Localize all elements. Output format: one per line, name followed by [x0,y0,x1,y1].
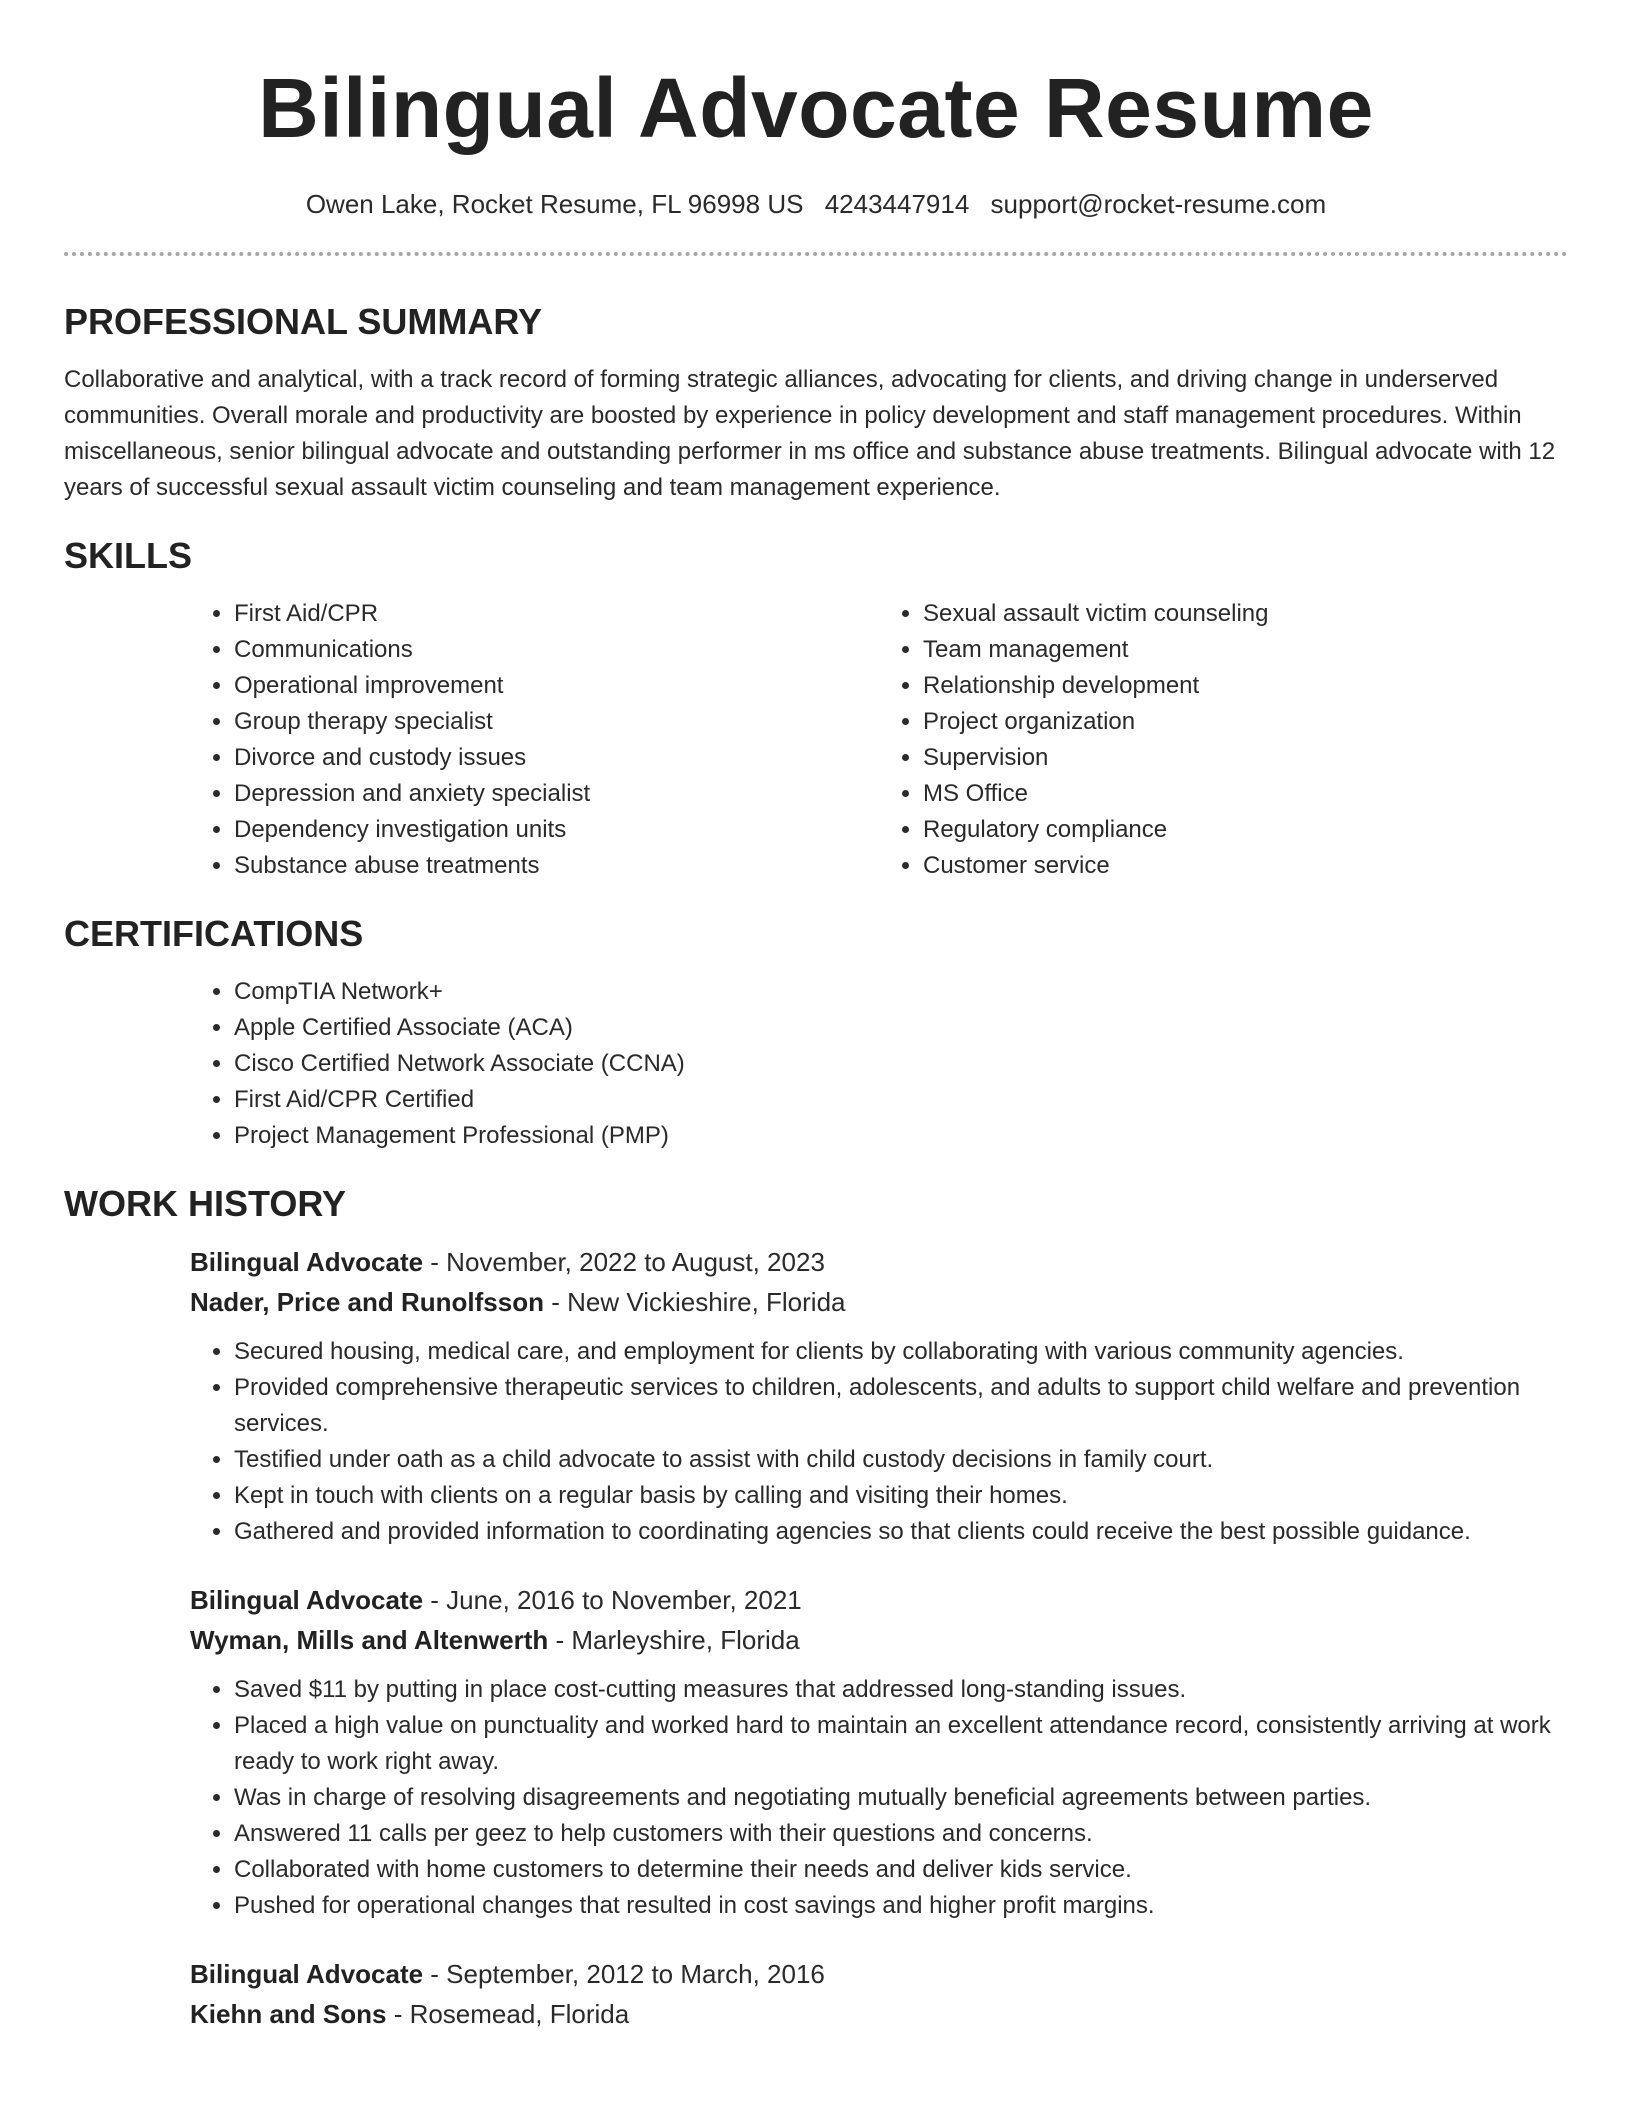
skill-item: • Supervision [923,740,1568,776]
job-location: - Rosemead, Florida [386,1999,630,2029]
summary-text: Collaborative and analytical, with a track record of forming strategic alliances, advocating for clients, and driving change in underserved communities. Overall morale and productivity are boosted by experience in policy development and staff management procedures. Within miscellaneous, senior bilingual advocate and outstanding performer in ms office and substance abuse treatments. Bilingual advocate with 12 years of successful sexual assault victim counseling and team management experience. [64,366,1556,501]
certification-item: • CompTIA Network+ [234,974,1568,1010]
skill-item: • Dependency investigation units [234,812,879,848]
skill-item: • Regulatory compliance [923,812,1568,848]
job-title-line [190,1954,1568,1994]
skill-item: • Sexual assault victim counseling [923,596,1568,632]
job-bullet: • Gathered and provided information to coordinating agencies so that clients could receive the best possible guidance. [234,1514,1568,1550]
certification-item: • Cisco Certified Network Associate (CCNA) [234,1046,1568,1082]
work-history-heading: WORK HISTORY [64,1183,347,1224]
job-bullets [190,1334,1568,1550]
job-bullet: • Testified under oath as a child advocate to assist with child custody decisions in family court. [234,1442,1568,1478]
certifications-heading: CERTIFICATIONS [64,913,364,954]
job-title: Bilingual Advocate [190,1247,424,1277]
job-dates: - June, 2016 to November, 2021 [423,1585,802,1615]
job-bullet: • Provided comprehensive therapeutic services to children, adolescents, and adults to support child welfare and prevention services. [234,1370,1568,1442]
job-bullet: • Was in charge of resolving disagreements and negotiating mutually beneficial agreements between parties. [234,1780,1568,1816]
job-bullet: • Secured housing, medical care, and employment for clients by collaborating with various community agencies. [234,1334,1568,1370]
skill-item: • First Aid/CPR [234,596,879,632]
skill-item: • Communications [234,632,879,668]
contact-phone: 4243447914 [824,189,970,219]
job-entry [190,1580,1568,1924]
skill-item: • Depression and anxiety specialist [234,776,879,812]
job-company: Nader, Price and Runolfsson [190,1287,544,1317]
skill-item: • MS Office [923,776,1568,812]
skill-item: • Customer service [923,848,1568,884]
job-title-line [190,1580,1568,1620]
job-dates: - September, 2012 to March, 2016 [423,1959,825,1989]
job-entry [190,1242,1568,1550]
skills-heading: SKILLS [64,535,193,576]
contact-line [64,186,1568,222]
job-company-line [190,1620,1568,1660]
certifications-list [190,974,1568,1154]
job-company: Kiehn and Sons [190,1999,387,2029]
skills-column-left [190,596,879,884]
job-bullet: • Collaborated with home customers to determine their needs and deliver kids service. [234,1852,1568,1888]
job-entry [190,1954,1568,2034]
certification-item: • Apple Certified Associate (ACA) [234,1010,1568,1046]
job-company: Wyman, Mills and Altenwerth [190,1625,549,1655]
job-bullet: • Saved $11 by putting in place cost-cutting measures that addressed long-standing issues. [234,1672,1568,1708]
job-bullet: • Placed a high value on punctuality and worked hard to maintain an excellent attendance record, consistently arriving at work ready to work right away. [234,1708,1568,1780]
skill-item: • Substance abuse treatments [234,848,879,884]
contact-email: support@rocket-resume.com [990,189,1327,219]
contact-address: Owen Lake, Rocket Resume, FL 96998 US [305,189,804,219]
skill-item: • Group therapy specialist [234,704,879,740]
job-bullet: • Pushed for operational changes that resulted in cost savings and higher profit margins. [234,1888,1568,1924]
skills-column-right [879,596,1568,884]
certification-item: • Project Management Professional (PMP) [234,1118,1568,1154]
skill-item: • Project organization [923,704,1568,740]
job-title-line [190,1242,1568,1282]
resume-title: Bilingual Advocate Resume [258,61,1374,155]
skill-item: • Team management [923,632,1568,668]
summary-heading: PROFESSIONAL SUMMARY [64,301,543,342]
job-bullet: • Kept in touch with clients on a regular basis by calling and visiting their homes. [234,1478,1568,1514]
job-bullets [190,1672,1568,1924]
certification-item: • First Aid/CPR Certified [234,1082,1568,1118]
job-location: - New Vickieshire, Florida [543,1287,846,1317]
job-title: Bilingual Advocate [190,1585,424,1615]
job-company-line [190,1994,1568,2034]
job-location: - Marleyshire, Florida [548,1625,800,1655]
job-bullet: • Answered 11 calls per geez to help customers with their questions and concerns. [234,1816,1568,1852]
job-title: Bilingual Advocate [190,1959,424,1989]
job-dates: - November, 2022 to August, 2023 [423,1247,825,1277]
skill-item: • Operational improvement [234,668,879,704]
resume-page [64,0,1568,2034]
job-company-line [190,1282,1568,1322]
skills-list [190,596,1568,884]
header-divider [64,252,1568,256]
skill-item: • Divorce and custody issues [234,740,879,776]
skill-item: • Relationship development [923,668,1568,704]
